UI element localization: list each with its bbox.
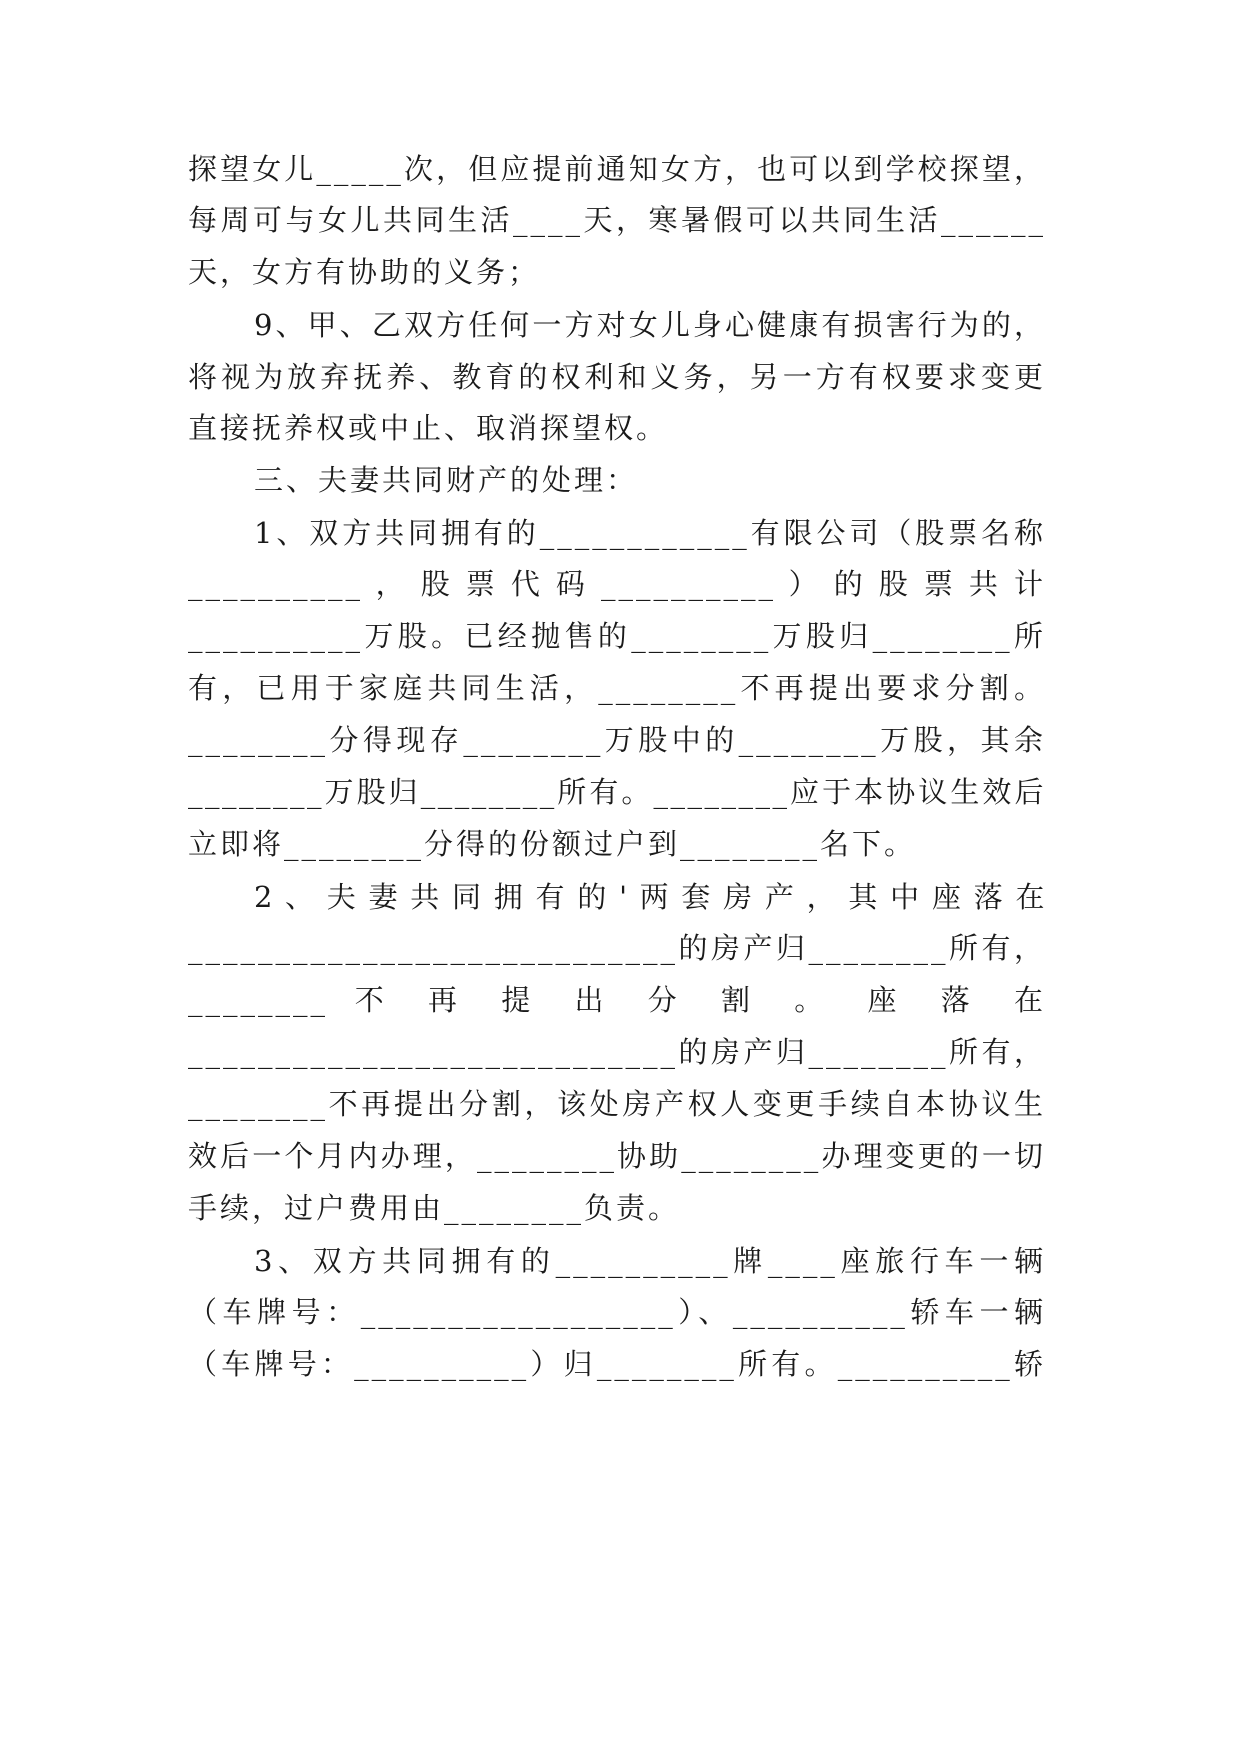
text-line: 9、甲、乙双方任何一方对女儿身心健康有损害行为的， bbox=[254, 308, 1046, 342]
text-line: 效后一个月内办理，________协助________办理变更的一切 bbox=[188, 1139, 1046, 1173]
text-line: （车牌号：__________________）、__________轿车一辆 bbox=[188, 1295, 1046, 1329]
text-line: 手续，过户费用由________负责。 bbox=[188, 1191, 681, 1225]
text-line: 探望女儿_____次，但应提前通知女方，也可以到学校探望， bbox=[188, 152, 1046, 186]
text-line: 立即将________分得的份额过户到________名下。 bbox=[188, 827, 917, 861]
section-heading: 三、夫妻共同财产的处理： bbox=[254, 463, 639, 497]
text-line: 有，已用于家庭共同生活，________不再提出要求分割。 bbox=[188, 671, 1046, 705]
text-line: __________ ， 股 票 代 码 __________ ） 的 股 票 共 计 bbox=[188, 567, 1046, 601]
text-line: 3、双方共同拥有的__________牌____座旅行车一辆 bbox=[254, 1244, 1046, 1278]
text-line: 将视为放弃抚养、教育的权利和义务，另一方有权要求变更 bbox=[188, 360, 1046, 394]
text-line: （车牌号：__________）归________所有。__________轿 bbox=[188, 1347, 1046, 1381]
text-line: ____________________________的房产归________所有， bbox=[188, 931, 1046, 965]
text-line: __________万股。已经抛售的________万股归________所 bbox=[188, 619, 1046, 653]
text-line: 1、双方共同拥有的____________有限公司（股票名称 bbox=[254, 516, 1046, 550]
text-line: ________ 不 再 提 出 分 割 。 座 落 在 bbox=[188, 983, 1046, 1017]
text-line: 2 、 夫 妻 共 同 拥 有 的 ' 两 套 房 产 ， 其 中 座 落 在 bbox=[254, 880, 1046, 914]
text-line: 天，女方有协助的义务； bbox=[188, 255, 541, 289]
text-line: ________万股归________所有。________应于本协议生效后 bbox=[188, 775, 1046, 809]
text-line: 直接抚养权或中止、取消探望权。 bbox=[188, 411, 669, 445]
text-line: ________分得现存________万股中的________万股，其余 bbox=[188, 723, 1046, 757]
text-line: ____________________________的房产归________所有， bbox=[188, 1035, 1046, 1069]
text-line: ________不再提出分割，该处房产权人变更手续自本协议生 bbox=[188, 1087, 1046, 1121]
text-line: 每周可与女儿共同生活____天，寒暑假可以共同生活______ bbox=[188, 203, 1046, 237]
